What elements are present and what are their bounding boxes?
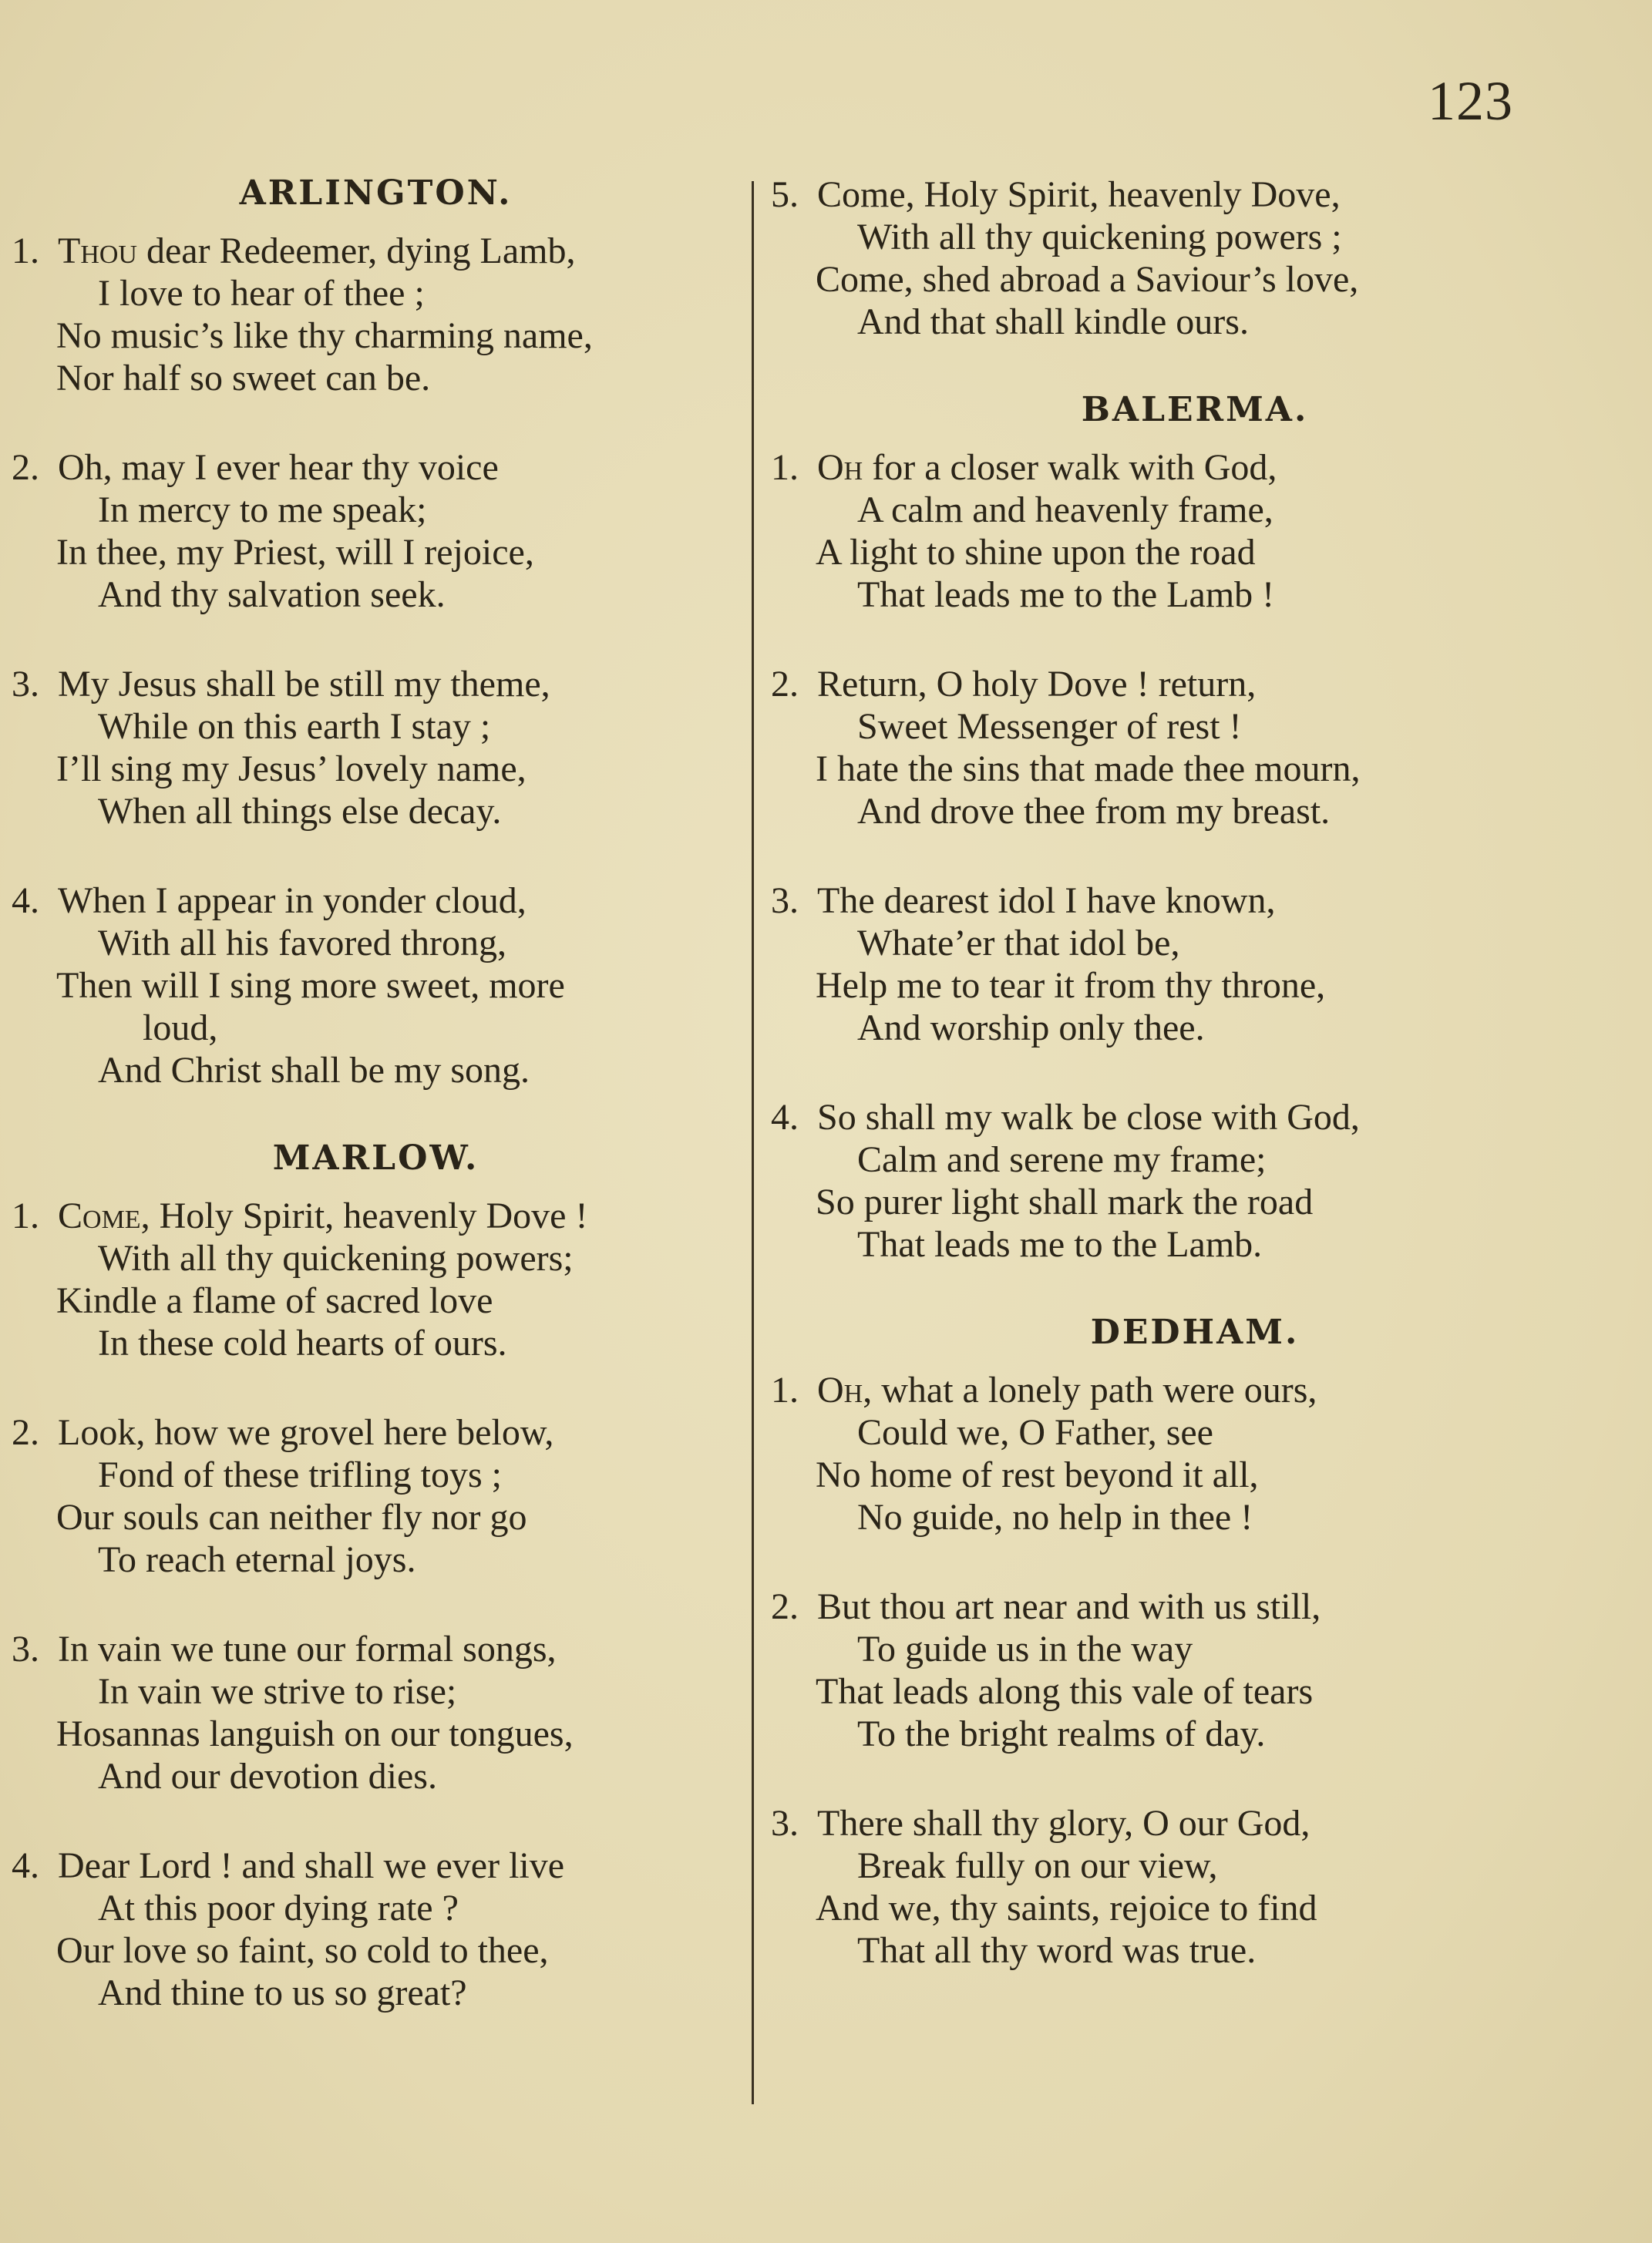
verse-number: 4.: [12, 1845, 39, 1886]
verse-line: Come, shed abroad a Saviour’s love,: [816, 259, 1359, 300]
verse: [12, 446, 740, 616]
verse-initial: Thou: [58, 230, 137, 271]
verse-line: I’ll sing my Jesus’ lovely name,: [56, 748, 527, 789]
verse: [12, 1195, 740, 1364]
verse: [12, 1628, 740, 1797]
verse: [771, 173, 1619, 343]
verse-line: To the bright realms of day.: [857, 1713, 1266, 1754]
hymn-title-arlington: ARLINGTON.: [239, 173, 513, 213]
verse-line: That leads me to the Lamb.: [857, 1224, 1263, 1265]
verse-initial: Come: [58, 1195, 141, 1236]
verse-number: 2.: [771, 1586, 799, 1627]
verse-number: 3.: [12, 664, 39, 705]
verse-text: Return, O holy Dove ! return,: [817, 664, 1257, 705]
verse-line: [12, 663, 740, 705]
verse-line: [12, 230, 740, 272]
verse-text: , Holy Spirit, heavenly Dove !: [140, 1195, 588, 1236]
verse-line: And that shall kindle ours.: [857, 301, 1249, 342]
verse-line: With all thy quickening powers;: [98, 1238, 574, 1279]
verse: [771, 663, 1619, 832]
verse-text: My Jesus shall be still my theme,: [58, 664, 550, 705]
verse-line: Whate’er that idol be,: [857, 923, 1180, 963]
verse-line: With all thy quickening powers ;: [857, 217, 1342, 257]
verse-text: There shall thy glory, O our God,: [817, 1803, 1310, 1844]
verse-line: A light to shine upon the road: [816, 532, 1256, 573]
verse-line: And thine to us so great?: [98, 1972, 467, 2013]
verse-line: No guide, no help in thee !: [857, 1497, 1253, 1538]
verse-line: Our love so faint, so cold to thee,: [56, 1930, 549, 1971]
hymn-title-dedham: DEDHAM.: [1090, 1313, 1300, 1352]
verse-line: [12, 1195, 740, 1237]
verse: [771, 1802, 1619, 1972]
verse-number: 4.: [771, 1097, 799, 1138]
verse: [12, 879, 740, 1091]
verse-line: loud,: [143, 1007, 218, 1048]
verse-line: [771, 1586, 1619, 1628]
verse-line: A calm and heavenly frame,: [857, 489, 1273, 530]
verse-text: Dear Lord ! and shall we ever live: [58, 1845, 565, 1886]
verse-line: So purer light shall mark the road: [816, 1182, 1314, 1222]
verse-text: The dearest idol I have known,: [817, 880, 1276, 921]
verse-text: But thou art near and with us still,: [817, 1586, 1321, 1627]
verse-line: And we, thy saints, rejoice to find: [816, 1888, 1317, 1929]
verse-text: So shall my walk be close with God,: [817, 1097, 1360, 1138]
verse-line: Kindle a flame of sacred love: [56, 1280, 493, 1321]
verse-line: That leads along this vale of tears: [816, 1671, 1314, 1712]
verse-line: Then will I sing more sweet, more: [56, 965, 565, 1006]
verse-line: [771, 173, 1619, 216]
verse-number: 2.: [12, 447, 39, 488]
verse: [771, 446, 1619, 616]
verse-line: In thee, my Priest, will I rejoice,: [56, 532, 534, 573]
verse-line: [12, 1411, 740, 1454]
verse-line: And Christ shall be my song.: [98, 1050, 530, 1091]
verse-line: To guide us in the way: [857, 1629, 1193, 1670]
verse: [12, 1411, 740, 1581]
verse: [771, 879, 1619, 1049]
hymn-title-balerma: BALERMA.: [1081, 390, 1309, 429]
verse-line: Sweet Messenger of rest !: [857, 706, 1242, 747]
verse-line: And thy salvation seek.: [98, 574, 446, 615]
verse-line: When all things else decay.: [98, 791, 502, 832]
verse: [771, 1586, 1619, 1755]
verse-line: Could we, O Father, see: [857, 1412, 1213, 1453]
verse-line: With all his favored throng,: [98, 923, 506, 963]
verse-initial: Oh: [817, 447, 863, 488]
verse-number: 5.: [771, 174, 799, 215]
verse-line: No music’s like thy charming name,: [56, 315, 593, 356]
verse-text: dear Redeemer, dying Lamb,: [136, 230, 576, 271]
verse-number: 1.: [771, 1370, 799, 1411]
left-column: [12, 173, 740, 2061]
verse-line: In mercy to me speak;: [98, 489, 427, 530]
verse-number: 3.: [12, 1629, 39, 1670]
verse-line: [771, 1096, 1619, 1138]
verse-line: Break fully on our view,: [857, 1845, 1218, 1886]
verse-line: Fond of these trifling toys ;: [98, 1454, 502, 1495]
verse-line: I hate the sins that made thee mourn,: [816, 748, 1361, 789]
verse-line: I love to hear of thee ;: [98, 273, 425, 314]
verse-line: Nor half so sweet can be.: [56, 358, 431, 398]
verse: [771, 1096, 1619, 1266]
page-number: 123: [1428, 70, 1513, 132]
verse-number: 4.: [12, 880, 39, 921]
verse-text: When I appear in yonder cloud,: [58, 880, 527, 921]
verse-line: That leads me to the Lamb !: [857, 574, 1275, 615]
verse-line: Hosannas languish on our tongues,: [56, 1713, 574, 1754]
verse-number: 3.: [771, 1803, 799, 1844]
verse-line: [771, 879, 1619, 922]
verse: [771, 1369, 1619, 1538]
verse-line: That all thy word was true.: [857, 1930, 1257, 1971]
verse-line: No home of rest beyond it all,: [816, 1454, 1259, 1495]
verse-text: In vain we tune our formal songs,: [58, 1629, 557, 1670]
verse: [12, 663, 740, 832]
verse-line: [12, 1628, 740, 1670]
verse-text: Come, Holy Spirit, heavenly Dove,: [817, 174, 1341, 215]
verse-text: for a closer walk with God,: [863, 447, 1277, 488]
verse-line: And worship only thee.: [857, 1007, 1205, 1048]
verse: [12, 230, 740, 399]
verse-line: Calm and serene my frame;: [857, 1139, 1267, 1180]
verse-line: While on this earth I stay ;: [98, 706, 491, 747]
verse-line: [12, 446, 740, 489]
verse-line: [12, 879, 740, 922]
verse-line: At this poor dying rate ?: [98, 1888, 459, 1929]
verse: [12, 1845, 740, 2014]
verse-line: And our devotion dies.: [98, 1756, 437, 1797]
verse-line: In vain we strive to rise;: [98, 1671, 457, 1712]
column-divider: [752, 181, 754, 2104]
verse-text: , what a lonely path were ours,: [863, 1370, 1317, 1411]
verse-text: Look, how we grovel here below,: [58, 1412, 554, 1453]
verse-line: [771, 663, 1619, 705]
verse-line: And drove thee from my breast.: [857, 791, 1331, 832]
verse-number: 1.: [12, 230, 39, 271]
verse-initial: Oh: [817, 1370, 863, 1411]
verse-line: [771, 1802, 1619, 1845]
verse-line: Our souls can neither fly nor go: [56, 1497, 527, 1538]
verse-line: To reach eternal joys.: [98, 1539, 416, 1580]
verse-number: 2.: [12, 1412, 39, 1453]
verse-number: 2.: [771, 664, 799, 705]
verse-text: Oh, may I ever hear thy voice: [58, 447, 499, 488]
verse-number: 1.: [771, 447, 799, 488]
verse-number: 3.: [771, 880, 799, 921]
verse-line: [12, 1845, 740, 1887]
verse-line: [771, 1369, 1619, 1411]
right-column: [771, 173, 1619, 2019]
verse-line: Help me to tear it from thy throne,: [816, 965, 1326, 1006]
verse-line: In these cold hearts of ours.: [98, 1323, 507, 1364]
verse-number: 1.: [12, 1195, 39, 1236]
hymn-title-marlow: MARLOW.: [272, 1138, 479, 1178]
verse-line: [771, 446, 1619, 489]
